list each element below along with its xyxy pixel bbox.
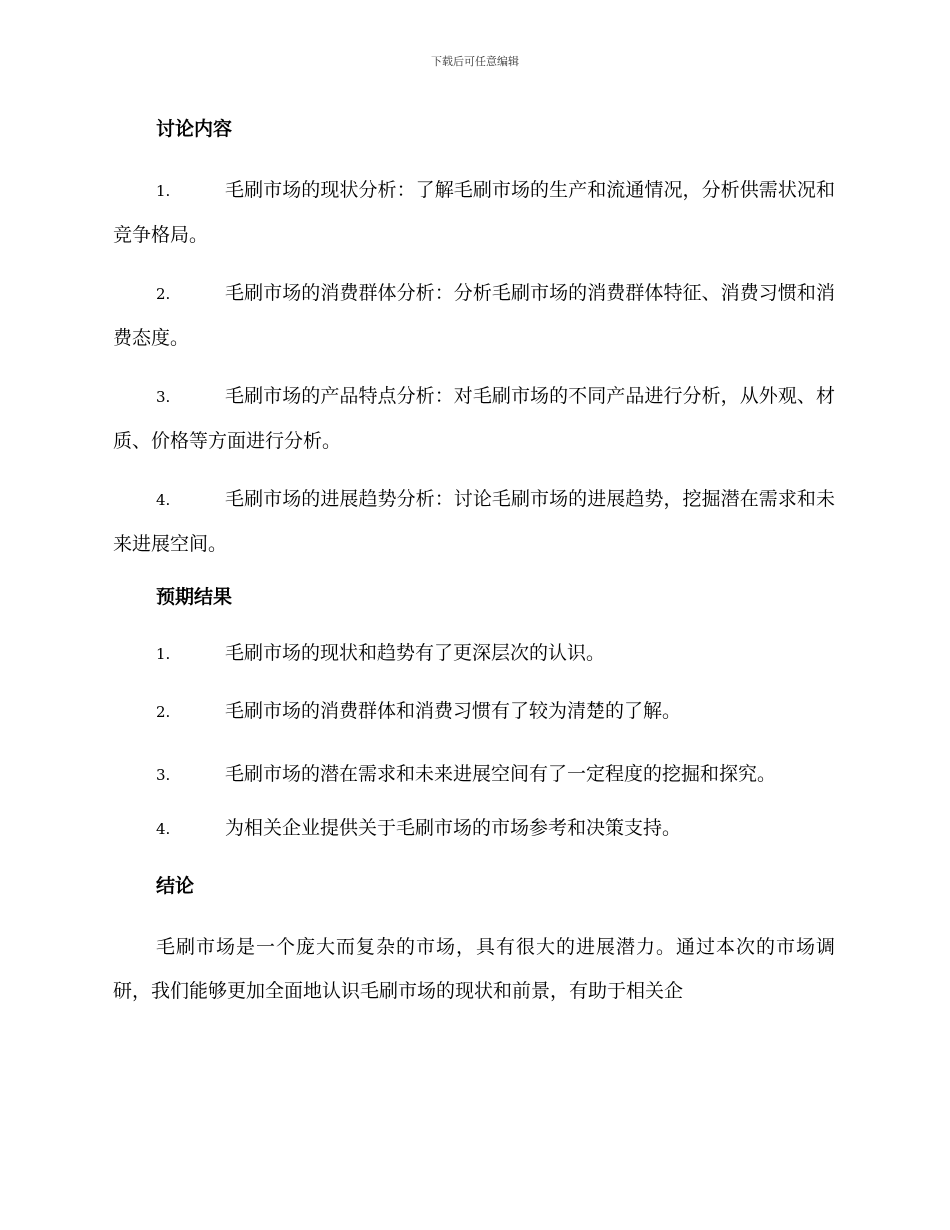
list-number: 1. xyxy=(156,182,171,200)
list-number: 3. xyxy=(156,388,171,406)
expected-item-2 xyxy=(113,694,835,729)
list-number: 2. xyxy=(156,703,171,721)
discussion-item-3 xyxy=(113,374,835,463)
conclusion-paragraph: 毛刷市场是一个庞大而复杂的市场，具有很大的进展潜力。通过本次的市场调研，我们能够更加全面地认识毛刷市场的现状和前景，有助于相关企 xyxy=(113,936,835,1002)
document-body xyxy=(113,112,835,1013)
discussion-item-4 xyxy=(113,477,835,566)
list-number: 4. xyxy=(156,491,171,509)
expected-item-1 xyxy=(113,636,835,671)
list-item-text: 毛刷市场的现状和趋势有了更深层次的认识。 xyxy=(225,642,606,664)
list-item-text: 毛刷市场的消费群体分析：分析毛刷市场的消费群体特征、消费习惯和消费态度。 xyxy=(113,282,835,349)
heading-expected: 预期结果 xyxy=(156,586,233,608)
discussion-item-2 xyxy=(113,271,835,360)
heading-conclusion: 结论 xyxy=(156,875,195,897)
discussion-item-1 xyxy=(113,168,835,257)
list-item-text: 毛刷市场的进展趋势分析：讨论毛刷市场的进展趋势，挖掘潜在需求和未来进展空间。 xyxy=(113,488,835,555)
list-item-text: 毛刷市场的消费群体和消费习惯有了较为清楚的了解。 xyxy=(225,700,682,722)
heading-discussion: 讨论内容 xyxy=(156,118,233,140)
list-item-text: 毛刷市场的产品特点分析：对毛刷市场的不同产品进行分析，从外观、材质、价格等方面进行分析。 xyxy=(113,385,835,452)
expected-item-3 xyxy=(113,752,835,797)
list-item-text: 毛刷市场的现状分析：了解毛刷市场的生产和流通情况，分析供需状况和竞争格局。 xyxy=(113,179,835,246)
list-number: 3. xyxy=(156,766,171,784)
list-number: 4. xyxy=(156,820,171,838)
list-item-text: 毛刷市场的潜在需求和未来进展空间有了一定程度的挖掘和探究。 xyxy=(225,763,777,785)
expected-item-4 xyxy=(113,811,835,846)
list-number: 1. xyxy=(156,645,171,663)
list-item-text: 为相关企业提供关于毛刷市场的市场参考和决策支持。 xyxy=(225,817,682,839)
list-number: 2. xyxy=(156,285,171,303)
page-header: 下载后可任意编辑 xyxy=(431,55,519,68)
